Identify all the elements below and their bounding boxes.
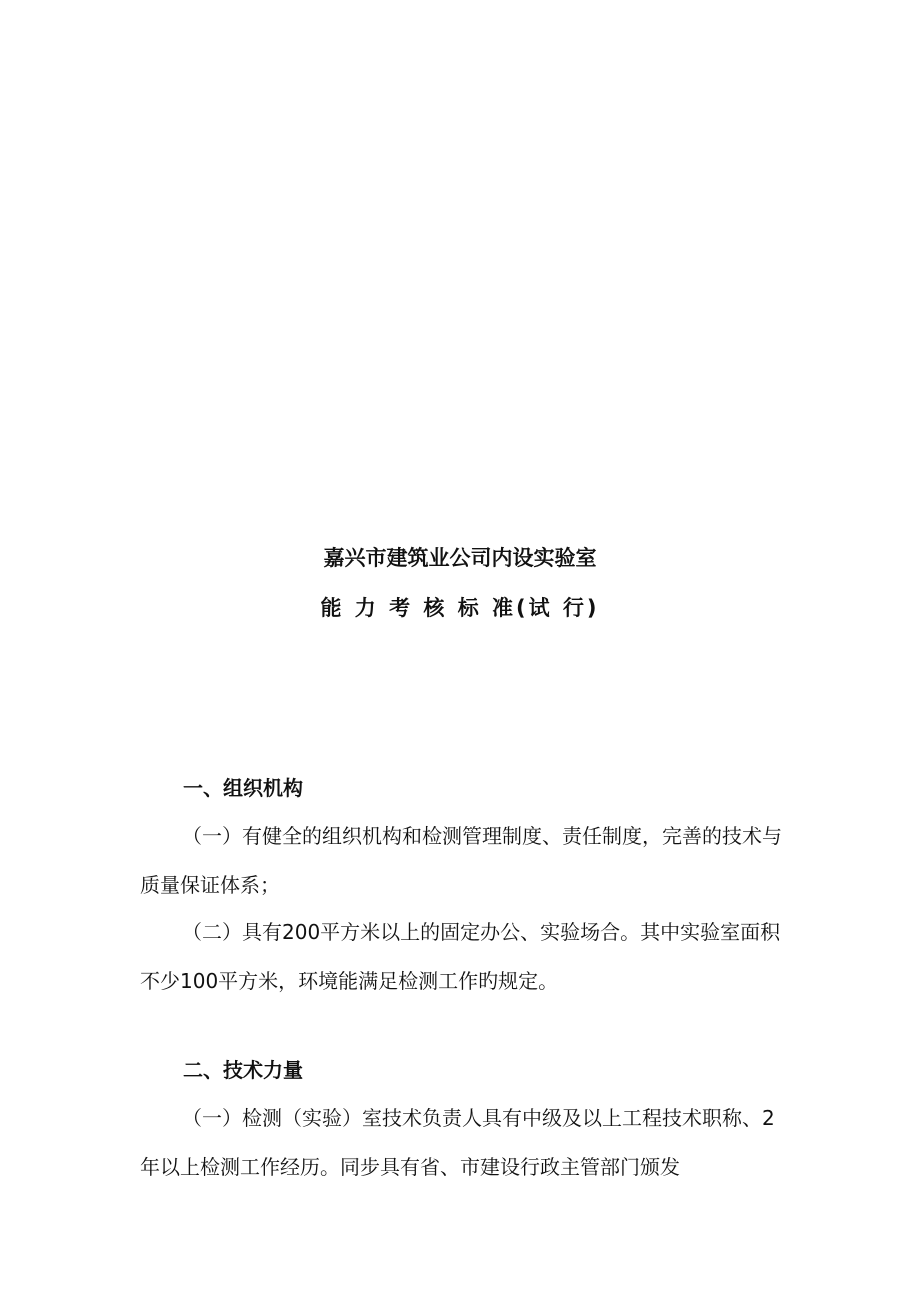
section-heading-technical-strength: 二、技术力量 — [183, 1058, 303, 1082]
paragraph-organization-1: （一）有健全的组织机构和检测管理制度、责任制度，完善的技术与质量保证体系； — [140, 824, 782, 897]
paragraph-organization-2: （二）具有200平方米以上的固定办公、实验场合。其中实验室面积不少100平方米，环境能满足检测工作旳规定。 — [140, 920, 781, 993]
document-title: 嘉兴市建筑业公司内设实验室 — [323, 546, 597, 570]
document-subtitle: 能 力 考 核 标 准(试 行) — [320, 596, 600, 620]
paragraph-technical-strength-1: （一）检测（实验）室技术负责人具有中级及以上工程技术职称、2年以上检测工作经历。同步具有省、市建设行政主管部门颁发 — [140, 1106, 775, 1179]
section-heading-organization: 一、组织机构 — [183, 776, 303, 800]
